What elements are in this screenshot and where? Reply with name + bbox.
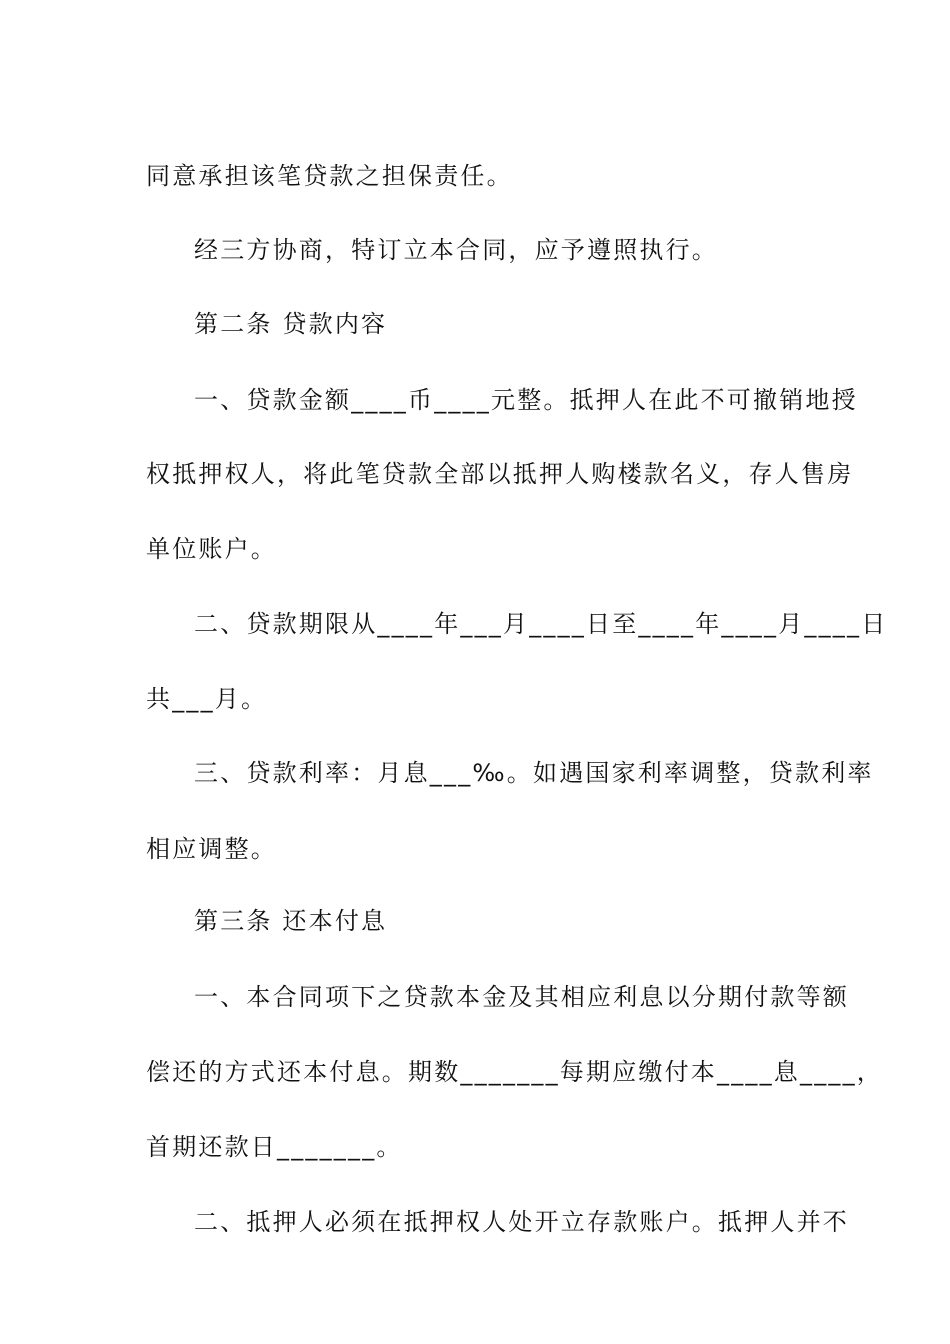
paragraph-line-rate-adjustment: 相应调整。 <box>146 835 277 863</box>
paragraph-line-account-deposit: 单位账户。 <box>146 535 277 563</box>
paragraph-line-loan-period: 二、贷款期限从____年___月____日至____年____月____日 <box>194 610 888 638</box>
paragraph-line-installment-repayment: 一、本合同项下之贷款本金及其相应利息以分期付款等额 <box>194 983 849 1011</box>
paragraph-line-loan-authorization: 权抵押权人，将此笔贷款全部以抵押人购楼款名义，存人售房 <box>146 460 854 488</box>
paragraph-line-loan-interest-rate: 三、贷款利率：月息___‰。如遇国家利率调整，贷款利率 <box>194 759 874 787</box>
paragraph-line-contract-agreement: 经三方协商，特订立本合同，应予遵照执行。 <box>194 236 718 264</box>
paragraph-line-deposit-account: 二、抵押人必须在抵押权人处开立存款账户。抵押人并不 <box>194 1208 849 1236</box>
section-heading-loan-content: 第二条 贷款内容 <box>194 310 388 338</box>
paragraph-line-installment-details: 偿还的方式还本付息。期数_______每期应缴付本____息____， <box>146 1058 883 1086</box>
paragraph-line-loan-months: 共___月。 <box>146 685 268 713</box>
paragraph-line-loan-amount: 一、贷款金额____币____元整。抵押人在此不可撤销地授 <box>194 386 858 414</box>
paragraph-line-guarantee-responsibility: 同意承担该笔贷款之担保责任。 <box>146 162 513 190</box>
paragraph-line-first-repayment-date: 首期还款日_______。 <box>146 1133 403 1161</box>
section-heading-repayment: 第三条 还本付息 <box>194 907 388 935</box>
